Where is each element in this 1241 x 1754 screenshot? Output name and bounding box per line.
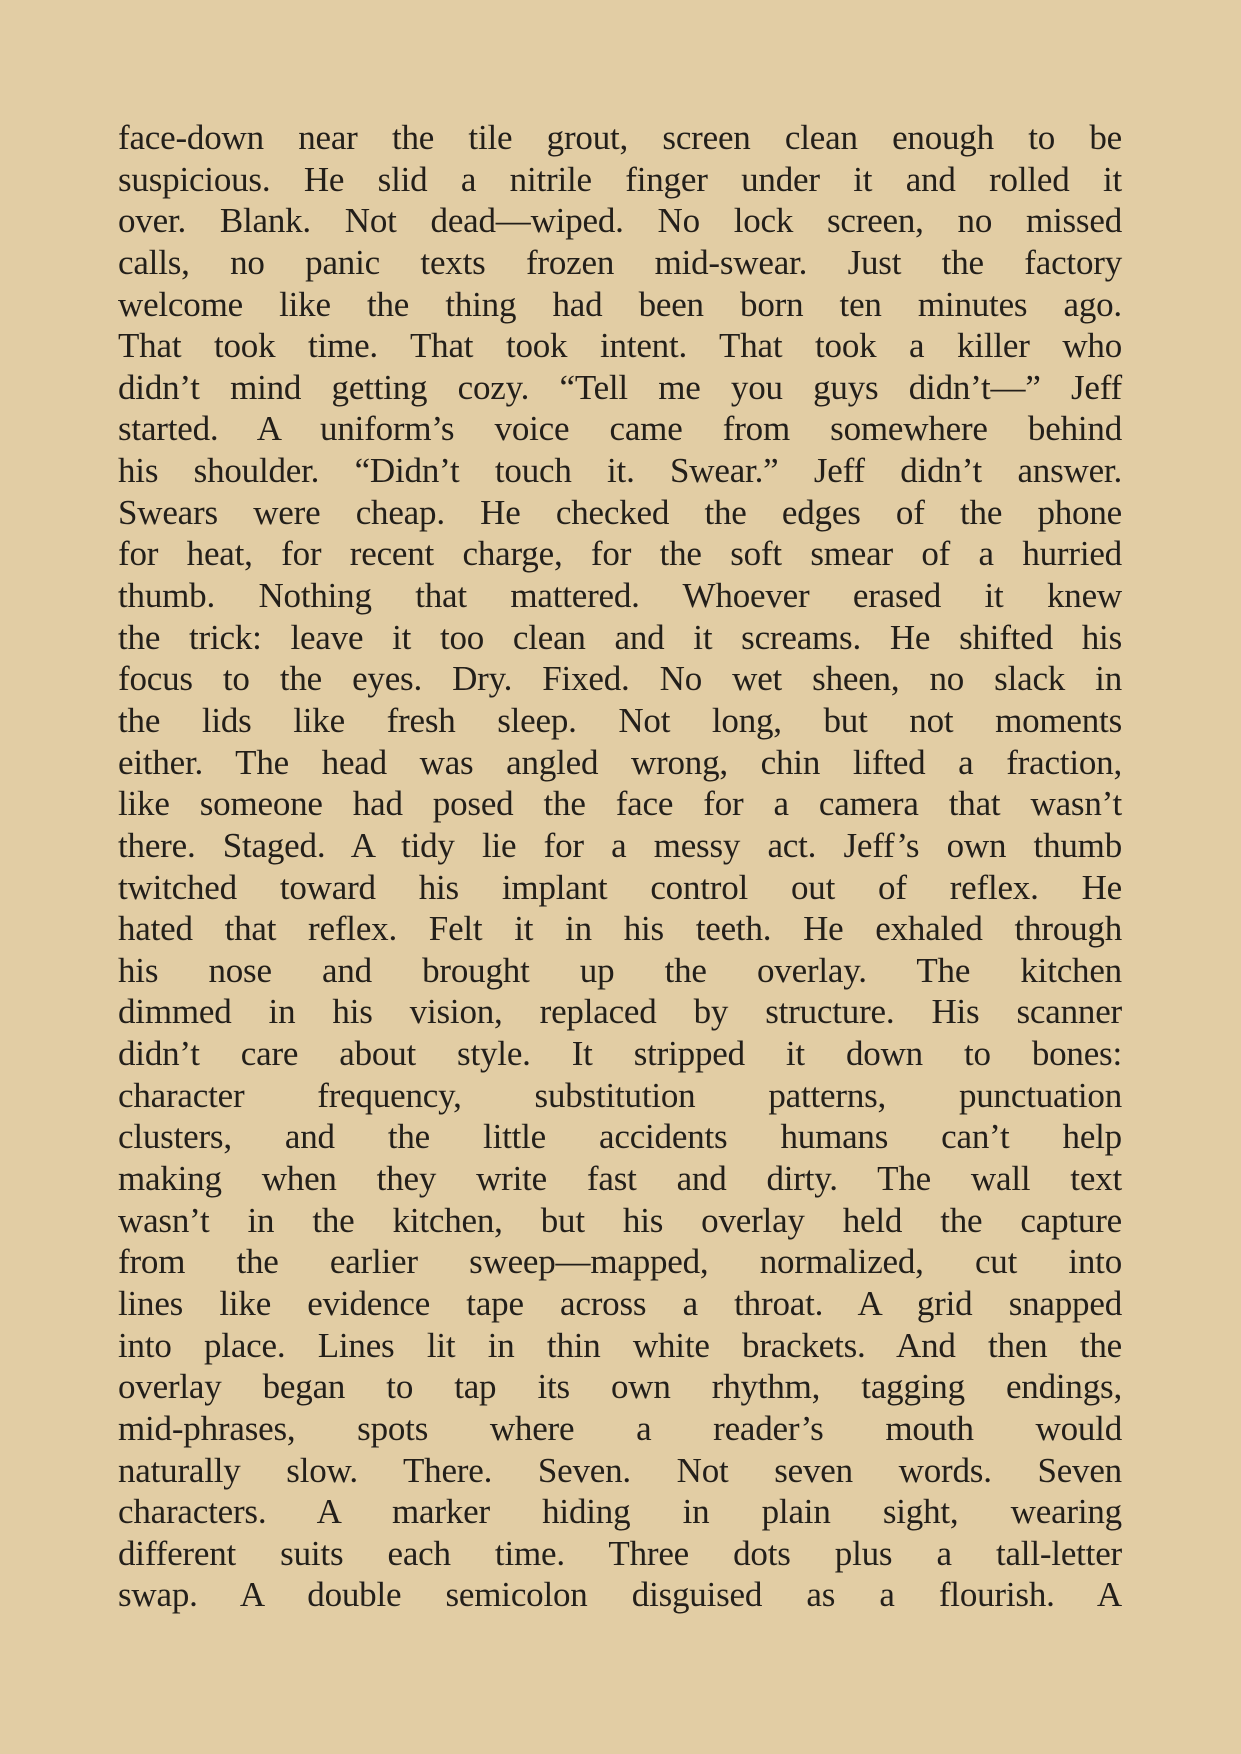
- text-line: different suits each time. Three dots plus a tall-letter: [118, 1533, 1122, 1573]
- text-line: didn’t care about style. It stripped it down to bones:: [118, 1034, 1122, 1074]
- text-line: the trick: leave it too clean and it screams. He shifted his: [118, 617, 1122, 657]
- text-line: from the earlier sweep—mapped, normalized, cut into: [118, 1242, 1122, 1282]
- text-line: dimmed in his vision, replaced by structure. His scanner: [118, 992, 1122, 1032]
- text-line: over. Blank. Not dead—wiped. No lock screen, no missed: [118, 201, 1122, 241]
- text-line: suspicious. He slid a nitrile finger under it and rolled it: [118, 159, 1122, 199]
- text-line: wasn’t in the kitchen, but his overlay held the capture: [118, 1200, 1122, 1240]
- text-line: Swears were cheap. He checked the edges of the phone: [118, 492, 1122, 532]
- text-line: clusters, and the little accidents humans can’t help: [118, 1117, 1122, 1157]
- text-line: didn’t mind getting cozy. “Tell me you guys didn’t—” Jeff: [118, 367, 1122, 407]
- text-line: either. The head was angled wrong, chin lifted a fraction,: [118, 742, 1122, 782]
- text-line: character frequency, substitution patterns, punctuation: [118, 1075, 1122, 1115]
- text-line: naturally slow. There. Seven. Not seven words. Seven: [118, 1450, 1122, 1490]
- text-line: for heat, for recent charge, for the soft smear of a hurried: [118, 534, 1122, 574]
- text-line: making when they write fast and dirty. The wall text: [118, 1159, 1122, 1199]
- text-line: That took time. That took intent. That took a killer who: [118, 326, 1122, 366]
- text-line: overlay began to tap its own rhythm, tagging endings,: [118, 1367, 1122, 1407]
- text-line: calls, no panic texts frozen mid-swear. Just the factory: [118, 242, 1122, 282]
- text-line: mid-phrases, spots where a reader’s mouth would: [118, 1408, 1122, 1448]
- text-line: the lids like fresh sleep. Not long, but not moments: [118, 700, 1122, 740]
- text-line: like someone had posed the face for a camera that wasn’t: [118, 784, 1122, 824]
- text-line: there. Staged. A tidy lie for a messy act. Jeff’s own thumb: [118, 825, 1122, 865]
- text-line: focus to the eyes. Dry. Fixed. No wet sheen, no slack in: [118, 659, 1122, 699]
- text-line: characters. A marker hiding in plain sight, wearing: [118, 1492, 1122, 1532]
- text-line: face-down near the tile grout, screen clean enough to be: [118, 118, 1122, 157]
- text-line: into place. Lines lit in thin white brackets. And then the: [118, 1325, 1122, 1365]
- text-line: welcome like the thing had been born ten minutes ago.: [118, 284, 1122, 324]
- document-body: [118, 117, 1122, 1616]
- text-line: thumb. Nothing that mattered. Whoever erased it knew: [118, 576, 1122, 616]
- text-line: his nose and brought up the overlay. The kitchen: [118, 950, 1122, 990]
- text-line: his shoulder. “Didn’t touch it. Swear.” Jeff didn’t answer.: [118, 451, 1122, 491]
- text-line: lines like evidence tape across a throat. A grid snapped: [118, 1283, 1122, 1323]
- text-line: hated that reflex. Felt it in his teeth. He exhaled through: [118, 909, 1122, 949]
- text-line: swap. A double semicolon disguised as a flourish. A: [118, 1575, 1122, 1615]
- text-line: twitched toward his implant control out of reflex. He: [118, 867, 1122, 907]
- text-line: started. A uniform’s voice came from somewhere behind: [118, 409, 1122, 449]
